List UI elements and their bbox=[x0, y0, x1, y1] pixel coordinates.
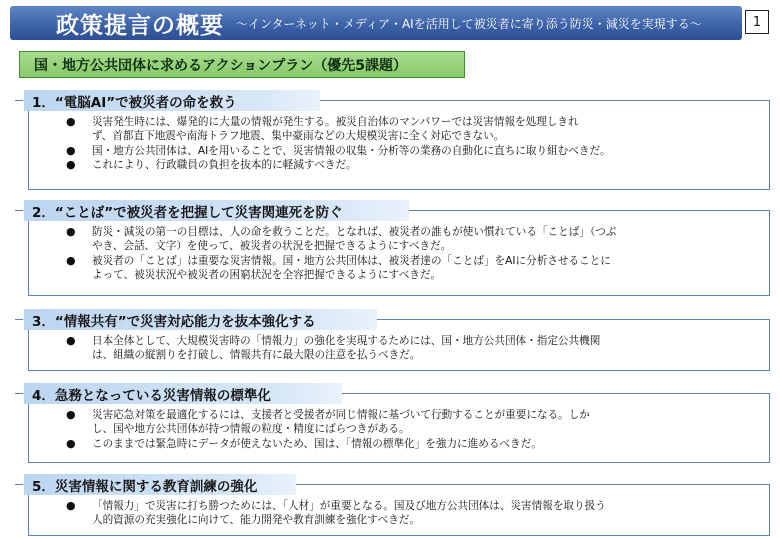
page-title: 政策提言の概要 bbox=[56, 12, 224, 39]
bullet-icon: ● bbox=[66, 225, 76, 238]
bullet-icon: ● bbox=[66, 334, 76, 347]
section-2 bbox=[24, 200, 770, 296]
bullet-icon: ● bbox=[66, 253, 76, 267]
list-item: ● 日本全体として、大規模災害時の「情報力」の強化を実現するためには、国・地方公共団体・指定公共機関 は、組織の縦割りを打破し、情報共有に最大限の注意を払うべきだ。 bbox=[66, 334, 601, 362]
section-3 bbox=[24, 309, 770, 371]
bullet-list bbox=[64, 499, 732, 528]
bullet-list bbox=[64, 115, 732, 172]
bullet-list bbox=[64, 334, 732, 363]
page-subtitle: ～インターネット・メディア・AIを活用して被災者に寄り添う防災・減災を実現する～ bbox=[236, 16, 702, 31]
action-plan-banner: 国・地方公共団体に求めるアクションプラン（優先5課題） bbox=[19, 51, 465, 78]
bullet-icon: ● bbox=[66, 115, 76, 128]
section-1 bbox=[24, 90, 770, 190]
list-item: ● 「情報力」で災害に打ち勝つためには、「人材」が重要となる。国及び地方公共団体は、災害情報を取り扱う 人的資源の充実強化に向けて、能力開発や教育訓練を強化すべきだ。 bbox=[66, 499, 606, 527]
list-item: ● 国・地方公共団体は、AIを用いることで、災害情報の収集・分析等の業務の自動化に直ちに取り組むべきだ。 bbox=[66, 143, 611, 157]
section-title: 3．“情報共有”で災害対応能力を抜本強化する bbox=[24, 309, 377, 330]
section-title: 1．“電脳AI”で被災者の命を救う bbox=[24, 90, 320, 111]
bullet-icon: ● bbox=[66, 408, 76, 421]
section-title: 4．急務となっている災害情報の標準化 bbox=[24, 383, 342, 404]
bullet-icon: ● bbox=[66, 143, 76, 157]
bullet-icon: ● bbox=[66, 436, 76, 450]
list-item: ● 災害発生時には、爆発的に大量の情報が発生する。被災自治体のマンパワーでは災害情報を処理しきれ ず、首都直下地震や南海トラフ地震、集中豪雨などの大規模災害に全く対応できない。 bbox=[66, 115, 579, 143]
list-item: ● 被災者の「ことば」は重要な災害情報。国・地方公共団体は、被災者達の「ことば」をAIに分析させることに よって、被災状況や被災者の困窮状況を全容把握できるようにすべきだ。 bbox=[66, 253, 611, 281]
bullet-icon: ● bbox=[66, 157, 76, 171]
section-4 bbox=[24, 383, 770, 463]
list-item: ● 防災・減災の第一の目標は、人の命を救うことだ。となれば、被災者の誰もが使い慣れている「ことば」（つぶ やき、会話、文字）を使って、被災者の状況を把握できるようにすべきだ。 bbox=[66, 225, 617, 253]
list-item: ● このままでは緊急時にデータが使えないため、国は、「情報の標準化」を強力に進めるべきだ。 bbox=[66, 436, 542, 450]
list-item: ● 災害応急対策を最適化するには、支援者と受援者が同じ情報に基づいて行動することが重要になる。しか し、国や地方公共団体が持つ情報の粒度・精度にばらつきがある。 bbox=[66, 408, 590, 436]
bullet-list bbox=[64, 225, 732, 282]
section-5 bbox=[24, 474, 770, 536]
bullet-list bbox=[64, 408, 732, 451]
bullet-icon: ● bbox=[66, 499, 76, 512]
list-item: ● これにより、行政職員の負担を抜本的に軽減すべきだ。 bbox=[66, 157, 357, 171]
section-title: 2．“ことば”で被災者を把握して災害関連死を防ぐ bbox=[24, 200, 409, 221]
header-bar bbox=[10, 6, 742, 40]
page-number: 1 bbox=[745, 10, 769, 34]
section-title: 5．災害情報に関する教育訓練の強化 bbox=[24, 474, 296, 495]
